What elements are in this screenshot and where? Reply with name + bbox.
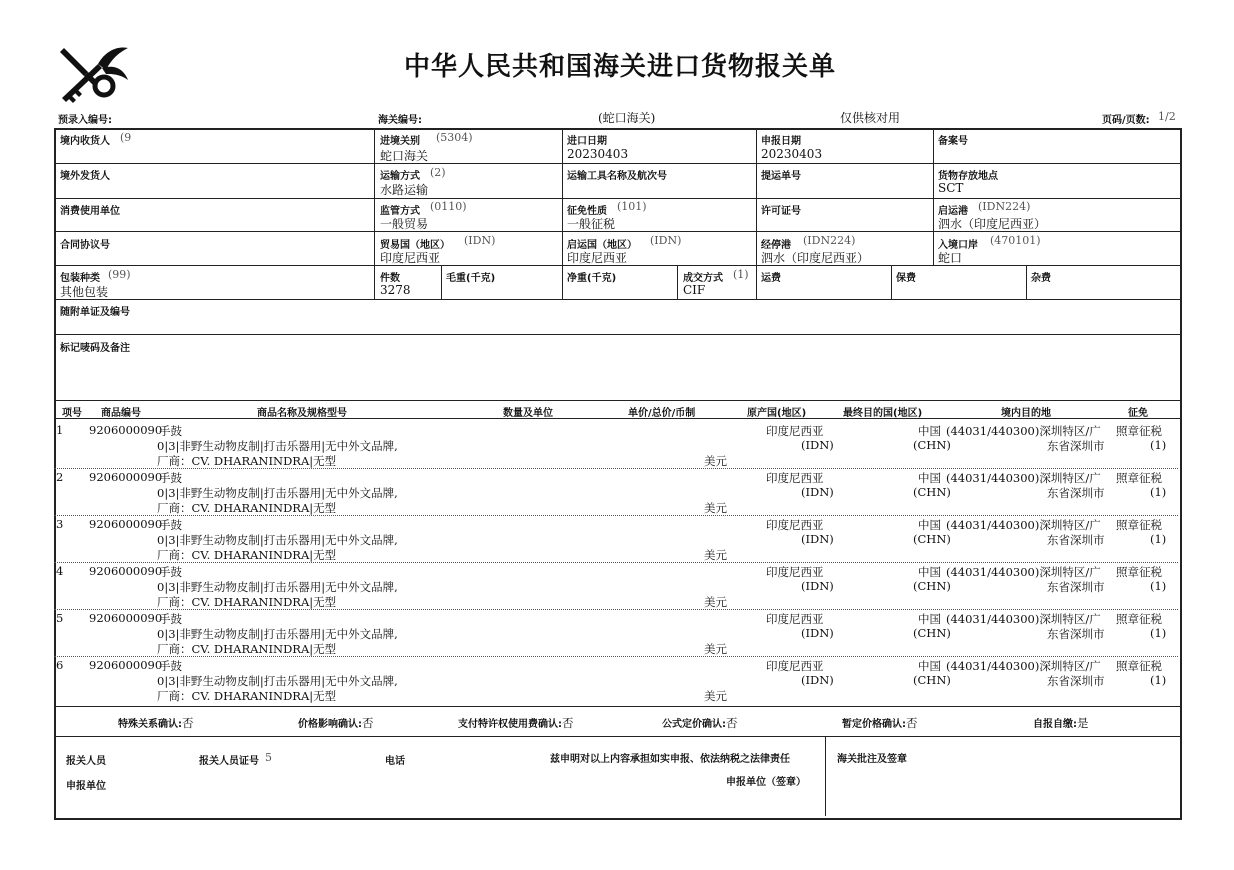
consignor-label: 境外发货人 xyxy=(60,171,110,182)
entry-port-value: 蛇口 xyxy=(938,251,963,265)
col-origin: 原产国(地区) xyxy=(747,408,807,419)
royalty-confirm: 支付特许权使用费确认:否 xyxy=(458,716,574,730)
col-levy: 征免 xyxy=(1128,408,1148,419)
formula-price-confirm: 公式定价确认:否 xyxy=(662,716,738,730)
declarant-cert-label: 报关人员证号 xyxy=(199,756,259,767)
col-commodity-code: 商品编号 xyxy=(101,408,141,419)
trade-country-label: 贸易国（地区） xyxy=(380,240,450,251)
transport-mode-code: (2) xyxy=(430,166,446,179)
page-value: 1/2 xyxy=(1158,110,1176,123)
levy-value: 一般征税 xyxy=(567,217,616,231)
goods-spec: 0|3|非野生动物皮制|打击乐器用|无中外文品牌, xyxy=(157,486,398,500)
license-label: 许可证号 xyxy=(761,206,801,217)
consignee-label: 境内收货人 xyxy=(60,136,110,147)
col-item-no: 项号 xyxy=(62,408,82,419)
goods-dest: 中国 xyxy=(918,659,941,673)
goods-levy: 照章征税 xyxy=(1116,659,1162,673)
gross-weight-label: 毛重(千克) xyxy=(446,273,496,284)
via-port-value: 泗水（印度尼西亚） xyxy=(761,251,870,265)
verify-only-text: 仅供核对用 xyxy=(840,111,901,125)
goods-maker: 厂商：CV. DHARANINDRA|无型 xyxy=(157,642,337,656)
goods-spec: 0|3|非野生动物皮制|打击乐器用|无中外文品牌, xyxy=(157,439,398,453)
pieces-value: 3278 xyxy=(380,283,411,297)
provisional-price-confirm: 暂定价格确认:否 xyxy=(842,716,918,730)
goods-name: 手鼓 xyxy=(159,518,182,532)
col-price: 单价/总价/币制 xyxy=(628,408,696,419)
goods-name: 手鼓 xyxy=(159,612,182,626)
goods-levy-code: (1) xyxy=(1150,485,1167,499)
goods-origin: 印度尼西亚 xyxy=(766,565,824,579)
import-date-label: 进口日期 xyxy=(567,136,607,147)
goods-origin-code: (IDN) xyxy=(801,438,834,452)
goods-dest: 中国 xyxy=(918,424,941,438)
customs-no-label: 海关编号: xyxy=(378,115,422,126)
goods-maker: 厂商：CV. DHARANINDRA|无型 xyxy=(157,454,337,468)
declarant-label: 报关人员 xyxy=(66,756,106,767)
entry-customs-value: 蛇口海关 xyxy=(380,149,429,163)
insurance-label: 保费 xyxy=(896,273,916,284)
goods-no: 2 xyxy=(56,470,64,484)
transport-mode-label: 运输方式 xyxy=(380,171,420,182)
pieces-label: 件数 xyxy=(380,273,400,284)
declaration-statement: 兹申明对以上内容承担如实申报、依法纳税之法律责任 xyxy=(550,754,790,765)
goods-no: 3 xyxy=(56,517,64,531)
goods-no: 4 xyxy=(56,564,64,578)
goods-levy: 照章征税 xyxy=(1116,471,1162,485)
col-quantity: 数量及单位 xyxy=(503,408,553,419)
goods-dest-code: (CHN) xyxy=(913,532,951,546)
deal-value: CIF xyxy=(683,283,706,297)
storage-label: 货物存放地点 xyxy=(938,171,998,182)
goods-domestic: (44031/440300)深圳特区/广 xyxy=(946,659,1101,673)
package-label: 包装种类 xyxy=(60,273,100,284)
goods-levy: 照章征税 xyxy=(1116,424,1162,438)
goods-dest-code: (CHN) xyxy=(913,579,951,593)
declare-unit-label: 申报单位 xyxy=(66,781,106,792)
goods-origin-code: (IDN) xyxy=(801,673,834,687)
col-domestic-dest: 境内目的地 xyxy=(1001,408,1051,419)
goods-maker: 厂商：CV. DHARANINDRA|无型 xyxy=(157,595,337,609)
goods-dest: 中国 xyxy=(918,565,941,579)
trade-country-code: (IDN) xyxy=(464,234,496,247)
goods-dest: 中国 xyxy=(918,612,941,626)
goods-spec: 0|3|非野生动物皮制|打击乐器用|无中外文品牌, xyxy=(157,627,398,641)
storage-value: SCT xyxy=(938,181,964,195)
goods-code: 9206000090 xyxy=(89,423,163,437)
goods-dest-code: (CHN) xyxy=(913,673,951,687)
goods-currency: 美元 xyxy=(704,595,727,609)
goods-domestic2: 东省深圳市 xyxy=(1047,627,1105,641)
transport-mode-value: 水路运输 xyxy=(380,183,429,197)
goods-origin: 印度尼西亚 xyxy=(766,471,824,485)
goods-origin-code: (IDN) xyxy=(801,626,834,640)
entry-customs-code: (5304) xyxy=(436,131,473,144)
goods-name: 手鼓 xyxy=(159,471,182,485)
goods-domestic2: 东省深圳市 xyxy=(1047,580,1105,594)
goods-name: 手鼓 xyxy=(159,424,182,438)
goods-levy-code: (1) xyxy=(1150,532,1167,546)
special-relation-confirm: 特殊关系确认:否 xyxy=(118,716,194,730)
package-code: (99) xyxy=(108,268,131,281)
goods-origin: 印度尼西亚 xyxy=(766,518,824,532)
contract-label: 合同协议号 xyxy=(60,240,110,251)
supervision-label: 监管方式 xyxy=(380,206,420,217)
net-weight-label: 净重(千克) xyxy=(567,273,617,284)
col-destination: 最终目的国(地区) xyxy=(843,408,923,419)
goods-spec: 0|3|非野生动物皮制|打击乐器用|无中外文品牌, xyxy=(157,533,398,547)
goods-dest-code: (CHN) xyxy=(913,485,951,499)
entry-port-label: 入境口岸 xyxy=(938,240,978,251)
via-port-label: 经停港 xyxy=(761,240,791,251)
entry-customs-label: 进境关别 xyxy=(380,136,420,147)
goods-maker: 厂商：CV. DHARANINDRA|无型 xyxy=(157,689,337,703)
price-impact-confirm: 价格影响确认:否 xyxy=(298,716,374,730)
supervision-code: (0110) xyxy=(430,200,467,213)
goods-no: 6 xyxy=(56,658,64,672)
departure-port-label: 启运港 xyxy=(938,206,968,217)
consignee-value: (9 xyxy=(120,131,132,144)
departure-port-value: 泗水（印度尼西亚） xyxy=(938,217,1047,231)
goods-origin-code: (IDN) xyxy=(801,579,834,593)
goods-no: 5 xyxy=(56,611,64,625)
bill-no-label: 提运单号 xyxy=(761,171,801,182)
goods-maker: 厂商：CV. DHARANINDRA|无型 xyxy=(157,548,337,562)
goods-domestic: (44031/440300)深圳特区/广 xyxy=(946,518,1101,532)
self-declare-confirm: 自报自缴:是 xyxy=(1033,716,1089,730)
declare-unit-sign: 申报单位（签章） xyxy=(726,777,806,788)
goods-currency: 美元 xyxy=(704,454,727,468)
goods-code: 9206000090 xyxy=(89,470,163,484)
goods-levy-code: (1) xyxy=(1150,579,1167,593)
page-label: 页码/页数: xyxy=(1102,115,1150,126)
departure-port-code: (IDN224) xyxy=(978,200,1031,213)
goods-domestic2: 东省深圳市 xyxy=(1047,533,1105,547)
goods-origin: 印度尼西亚 xyxy=(766,659,824,673)
record-no-label: 备案号 xyxy=(938,136,968,147)
goods-currency: 美元 xyxy=(704,642,727,656)
departure-country-label: 启运国（地区） xyxy=(567,240,637,251)
freight-label: 运费 xyxy=(761,273,781,284)
goods-levy: 照章征税 xyxy=(1116,565,1162,579)
goods-code: 9206000090 xyxy=(89,611,163,625)
goods-dest: 中国 xyxy=(918,518,941,532)
goods-levy-code: (1) xyxy=(1150,673,1167,687)
goods-levy: 照章征税 xyxy=(1116,612,1162,626)
via-port-code: (IDN224) xyxy=(803,234,856,247)
col-commodity-name: 商品名称及规格型号 xyxy=(257,408,347,419)
deal-label: 成交方式 xyxy=(683,273,723,284)
entry-port-code: (470101) xyxy=(990,234,1041,247)
phone-label: 电话 xyxy=(385,756,405,767)
goods-domestic2: 东省深圳市 xyxy=(1047,486,1105,500)
goods-domestic: (44031/440300)深圳特区/广 xyxy=(946,565,1101,579)
goods-currency: 美元 xyxy=(704,548,727,562)
departure-country-value: 印度尼西亚 xyxy=(567,251,628,265)
goods-dest: 中国 xyxy=(918,471,941,485)
goods-spec: 0|3|非野生动物皮制|打击乐器用|无中外文品牌, xyxy=(157,580,398,594)
customs-remark-label: 海关批注及签章 xyxy=(837,754,907,765)
form-title: 中华人民共和国海关进口货物报关单 xyxy=(403,52,836,82)
deal-code: (1) xyxy=(733,268,749,281)
declare-date-value: 20230403 xyxy=(761,147,823,161)
customs-office: (蛇口海关) xyxy=(598,111,656,125)
goods-code: 9206000090 xyxy=(89,517,163,531)
import-date-value: 20230403 xyxy=(567,147,629,161)
misc-fee-label: 杂费 xyxy=(1031,273,1051,284)
goods-domestic2: 东省深圳市 xyxy=(1047,439,1105,453)
consumer-label: 消费使用单位 xyxy=(60,206,120,217)
goods-domestic: (44031/440300)深圳特区/广 xyxy=(946,424,1101,438)
trade-country-value: 印度尼西亚 xyxy=(380,251,441,265)
marks-label: 标记唛码及备注 xyxy=(60,343,130,354)
goods-maker: 厂商：CV. DHARANINDRA|无型 xyxy=(157,501,337,515)
customs-emblem-icon xyxy=(58,40,130,104)
goods-levy-code: (1) xyxy=(1150,438,1167,452)
supervision-value: 一般贸易 xyxy=(380,217,429,231)
goods-levy-code: (1) xyxy=(1150,626,1167,640)
goods-currency: 美元 xyxy=(704,501,727,515)
package-value: 其他包装 xyxy=(60,285,109,299)
levy-label: 征免性质 xyxy=(567,206,607,217)
goods-name: 手鼓 xyxy=(159,659,182,673)
conveyance-label: 运输工具名称及航次号 xyxy=(567,171,667,182)
goods-origin: 印度尼西亚 xyxy=(766,612,824,626)
departure-country-code: (IDN) xyxy=(650,234,682,247)
declare-date-label: 申报日期 xyxy=(761,136,801,147)
goods-no: 1 xyxy=(56,423,64,437)
goods-code: 9206000090 xyxy=(89,658,163,672)
pre-entry-label: 预录入编号: xyxy=(58,115,112,126)
declarant-cert-value: 5 xyxy=(265,751,272,764)
goods-domestic: (44031/440300)深圳特区/广 xyxy=(946,612,1101,626)
goods-levy: 照章征税 xyxy=(1116,518,1162,532)
goods-domestic2: 东省深圳市 xyxy=(1047,674,1105,688)
goods-domestic: (44031/440300)深圳特区/广 xyxy=(946,471,1101,485)
goods-dest-code: (CHN) xyxy=(913,626,951,640)
goods-origin: 印度尼西亚 xyxy=(766,424,824,438)
goods-code: 9206000090 xyxy=(89,564,163,578)
goods-name: 手鼓 xyxy=(159,565,182,579)
goods-origin-code: (IDN) xyxy=(801,532,834,546)
goods-spec: 0|3|非野生动物皮制|打击乐器用|无中外文品牌, xyxy=(157,674,398,688)
goods-origin-code: (IDN) xyxy=(801,485,834,499)
docs-label: 随附单证及编号 xyxy=(60,307,130,318)
goods-dest-code: (CHN) xyxy=(913,438,951,452)
goods-currency: 美元 xyxy=(704,689,727,703)
levy-code: (101) xyxy=(617,200,647,213)
